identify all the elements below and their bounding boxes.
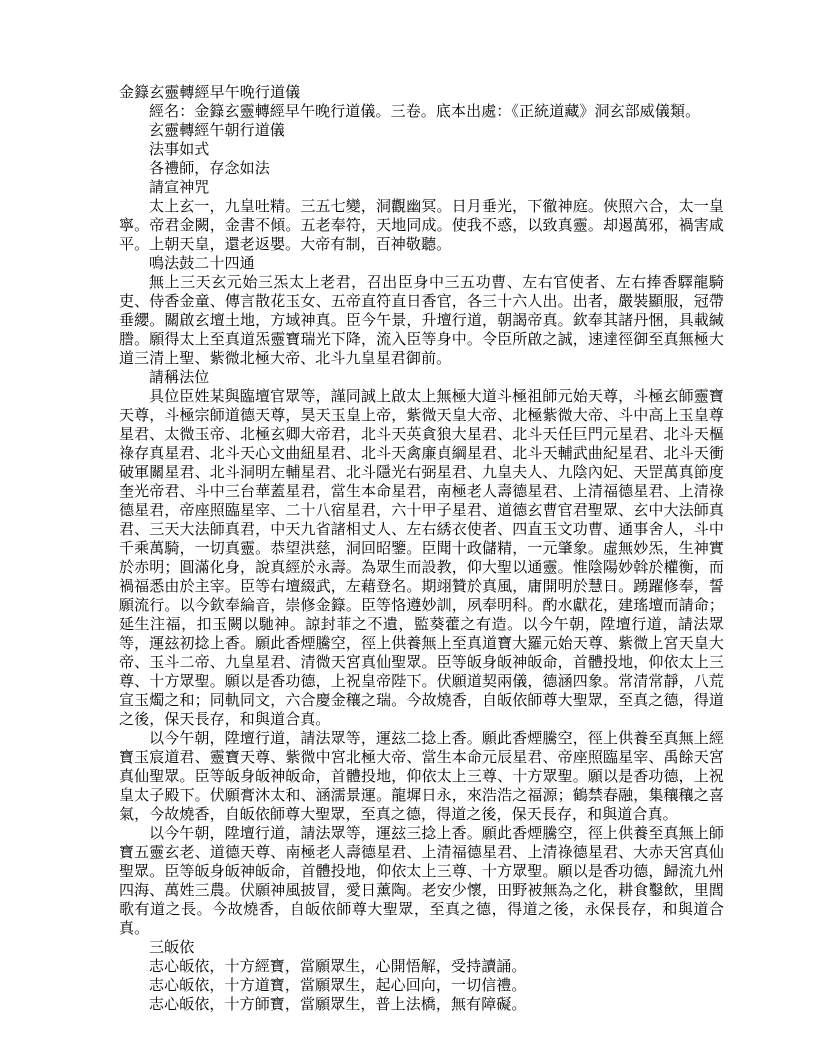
body-paragraph: 以今午朝，陞壇行道，請法眾等，運玆三捻上香。願此香煙騰空，徑上供養至真無上師寶五靈玄老、道德天尊、南極老人壽德星君、上清福德星君、上清祿德星君、大赤天宮真仙聖眾。臣等皈身皈神皈命，首體投地，仰依太上三尊、十方眾聖。願以是香功德，歸流九州四海、萬姓三農。伏願神風披冒，愛日薰陶。老安少懷，田野被無為之化，耕食鑿飲，里閭歌有道之長。今故燒香，自皈依師尊大聖眾，至真之德，得道之後，永保長存，和與道合真。: [119, 826, 724, 937]
body-paragraph: 無上三天玄元始三炁太上老君，召出臣身中三五功曹、左右官使者、左右捧香驛龍騎吏、侍香金童、傳言散花玉女、五帝直符直日香官，各三十六人出。出者，嚴裝顯服，冠帶垂纓。關啟玄壇土地，方域神真。臣今午景，升壇行道，朝謁帝真。欽奉其諸丹悃，具載緘謄。願得太上至真道炁靈寶瑞光下降，流入臣等身中。令臣所啟之誠，速達徑御至真無極大道三清上聖、紫微北極大帝、北斗九皇星君御前。: [119, 275, 724, 367]
body-paragraph: 志心皈依，十方道寶，當願眾生，起心回向，一切信禮。: [149, 978, 527, 994]
section-heading: 請稱法位: [149, 370, 210, 386]
document-title: 金籙玄靈轉經早午晚行道儀: [119, 85, 301, 101]
section-heading: 鳴法鼓二十四通: [149, 256, 255, 272]
section-heading: 三皈依: [149, 940, 195, 956]
section-heading: 各禮師，存念如法: [149, 161, 270, 177]
colophon-line: 經名：金籙玄靈轉經早午晚行道儀。三卷。底本出處：《正統道藏》洞玄部威儀類。: [149, 104, 701, 120]
subtitle: 玄靈轉經午朝行道儀: [149, 123, 285, 139]
body-paragraph: 太上玄一，九皇吐精。三五七變，洞觀幽冥。日月垂光，下徹神庭。俠照六合，太一皇寧。帝君金闕，金書不傾。五老奉符，天地同成。使我不惑，以致真靈。却遏萬邪，禍害咸平。上朝天皇，還老返嬰。大帝有制，百神敬聽。: [119, 199, 724, 253]
text-block: [119, 84, 724, 1015]
body-paragraph: 具位臣姓某與臨壇官眾等，謹同誠上啟太上無極大道斗極祖師元始天尊，斗極玄師靈寶天尊，斗極宗師道德天尊，昊天玉皇上帝，紫微天皇大帝、北極紫微大帝、斗中高上玉皇尊星君、太微玉帝、北極玄卿大帝君，北斗天英貪狼大星君、北斗天任巨門元星君、北斗天樞祿存真星君、北斗天心文曲紐星君、北斗天禽廉貞綱星君、北斗天輔武曲紀星君、北斗天衝破軍關星君、北斗洞明左輔星君、北斗隱光右弼星君、九皇夫人、九陰內妃、天罡萬真節度奎光帝君、斗中三台華蓋星君，當生本命星君，南極老人壽德星君、上清福德星君、上清祿德星君，帝座照臨星宰、二十八宿星君，六十甲子星君、道德玄曹官君聖眾、玄中大法師真君、三天大法師真君，中天九省諸相丈人、左右綉衣使者、四直玉文功曹、通事舍人，斗中千乘萬騎，一切真靈。恭望洪慈，洞回昭鑒。臣聞十政儲精，一元肇象。虛無妙炁，生神實於赤明；圓滿化身，說真經於永壽。為眾生而設教，仰大聖以通靈。惟陰陽妙斡於權衡，而禍福悉由於主宰。臣等右壇綴武，左藉登名。期翊贊於真風，庸開明於慧日。踴躍修奉，誓願流行。以今欽奉綸音，崇修金籙。臣等恪遵妙訓，夙奉明科。酌水獻花，建瑤壇而請命；延生注福，扣玉闕以馳神。諒封菲之不遺，監葵藿之有造。以今午朝，陞壇行道，請法眾等，運玆初捻上香。願此香煙騰空，徑上供養無上至真道寶大羅元始天尊、紫微上宮天皇大帝、玉斗二帝、九皇星君、清微天宮真仙聖眾。臣等皈身皈神皈命，首體投地，仰依太上三尊、十方眾聖。願以是香功德，上祝皇帝陛下。伏願道契兩儀，德涵四象。常清常靜，八荒宣玉燭之和；同軌同文，六合慶金穰之瑞。今故燒香，自皈依師尊大聖眾，至真之德，得道之後，保天長存，和與道合真。: [119, 389, 724, 728]
body-paragraph: 志心皈依，十方師寶，當願眾生，普上法橋，無有障礙。: [149, 997, 527, 1013]
section-heading: 請宣神咒: [149, 180, 210, 196]
section-heading: 法事如式: [149, 142, 210, 158]
body-paragraph: 志心皈依，十方經寶，當願眾生，心開悟解，受持讀誦。: [149, 959, 527, 975]
body-paragraph: 以今午朝，陞壇行道，請法眾等，運玆二捻上香。願此香煙騰空，徑上供養至真無上經寶玉宸道君、靈寶天尊、紫微中宮北極大帝、當生本命元辰星君、帝座照臨星宰、禹餘天宮真仙聖眾。臣等皈身皈神皈命，首體投地，仰依太上三尊、十方眾聖。願以是香功德，上祝皇太子殿下。伏願膏沐太和、涵濡景運。龍墀日永，來浩浩之福源；鶴禁春融，集穰穰之喜氣，今故燒香，自皈依師尊大聖眾，至真之德，得道之後，保天長存，和與道合真。: [119, 731, 724, 823]
